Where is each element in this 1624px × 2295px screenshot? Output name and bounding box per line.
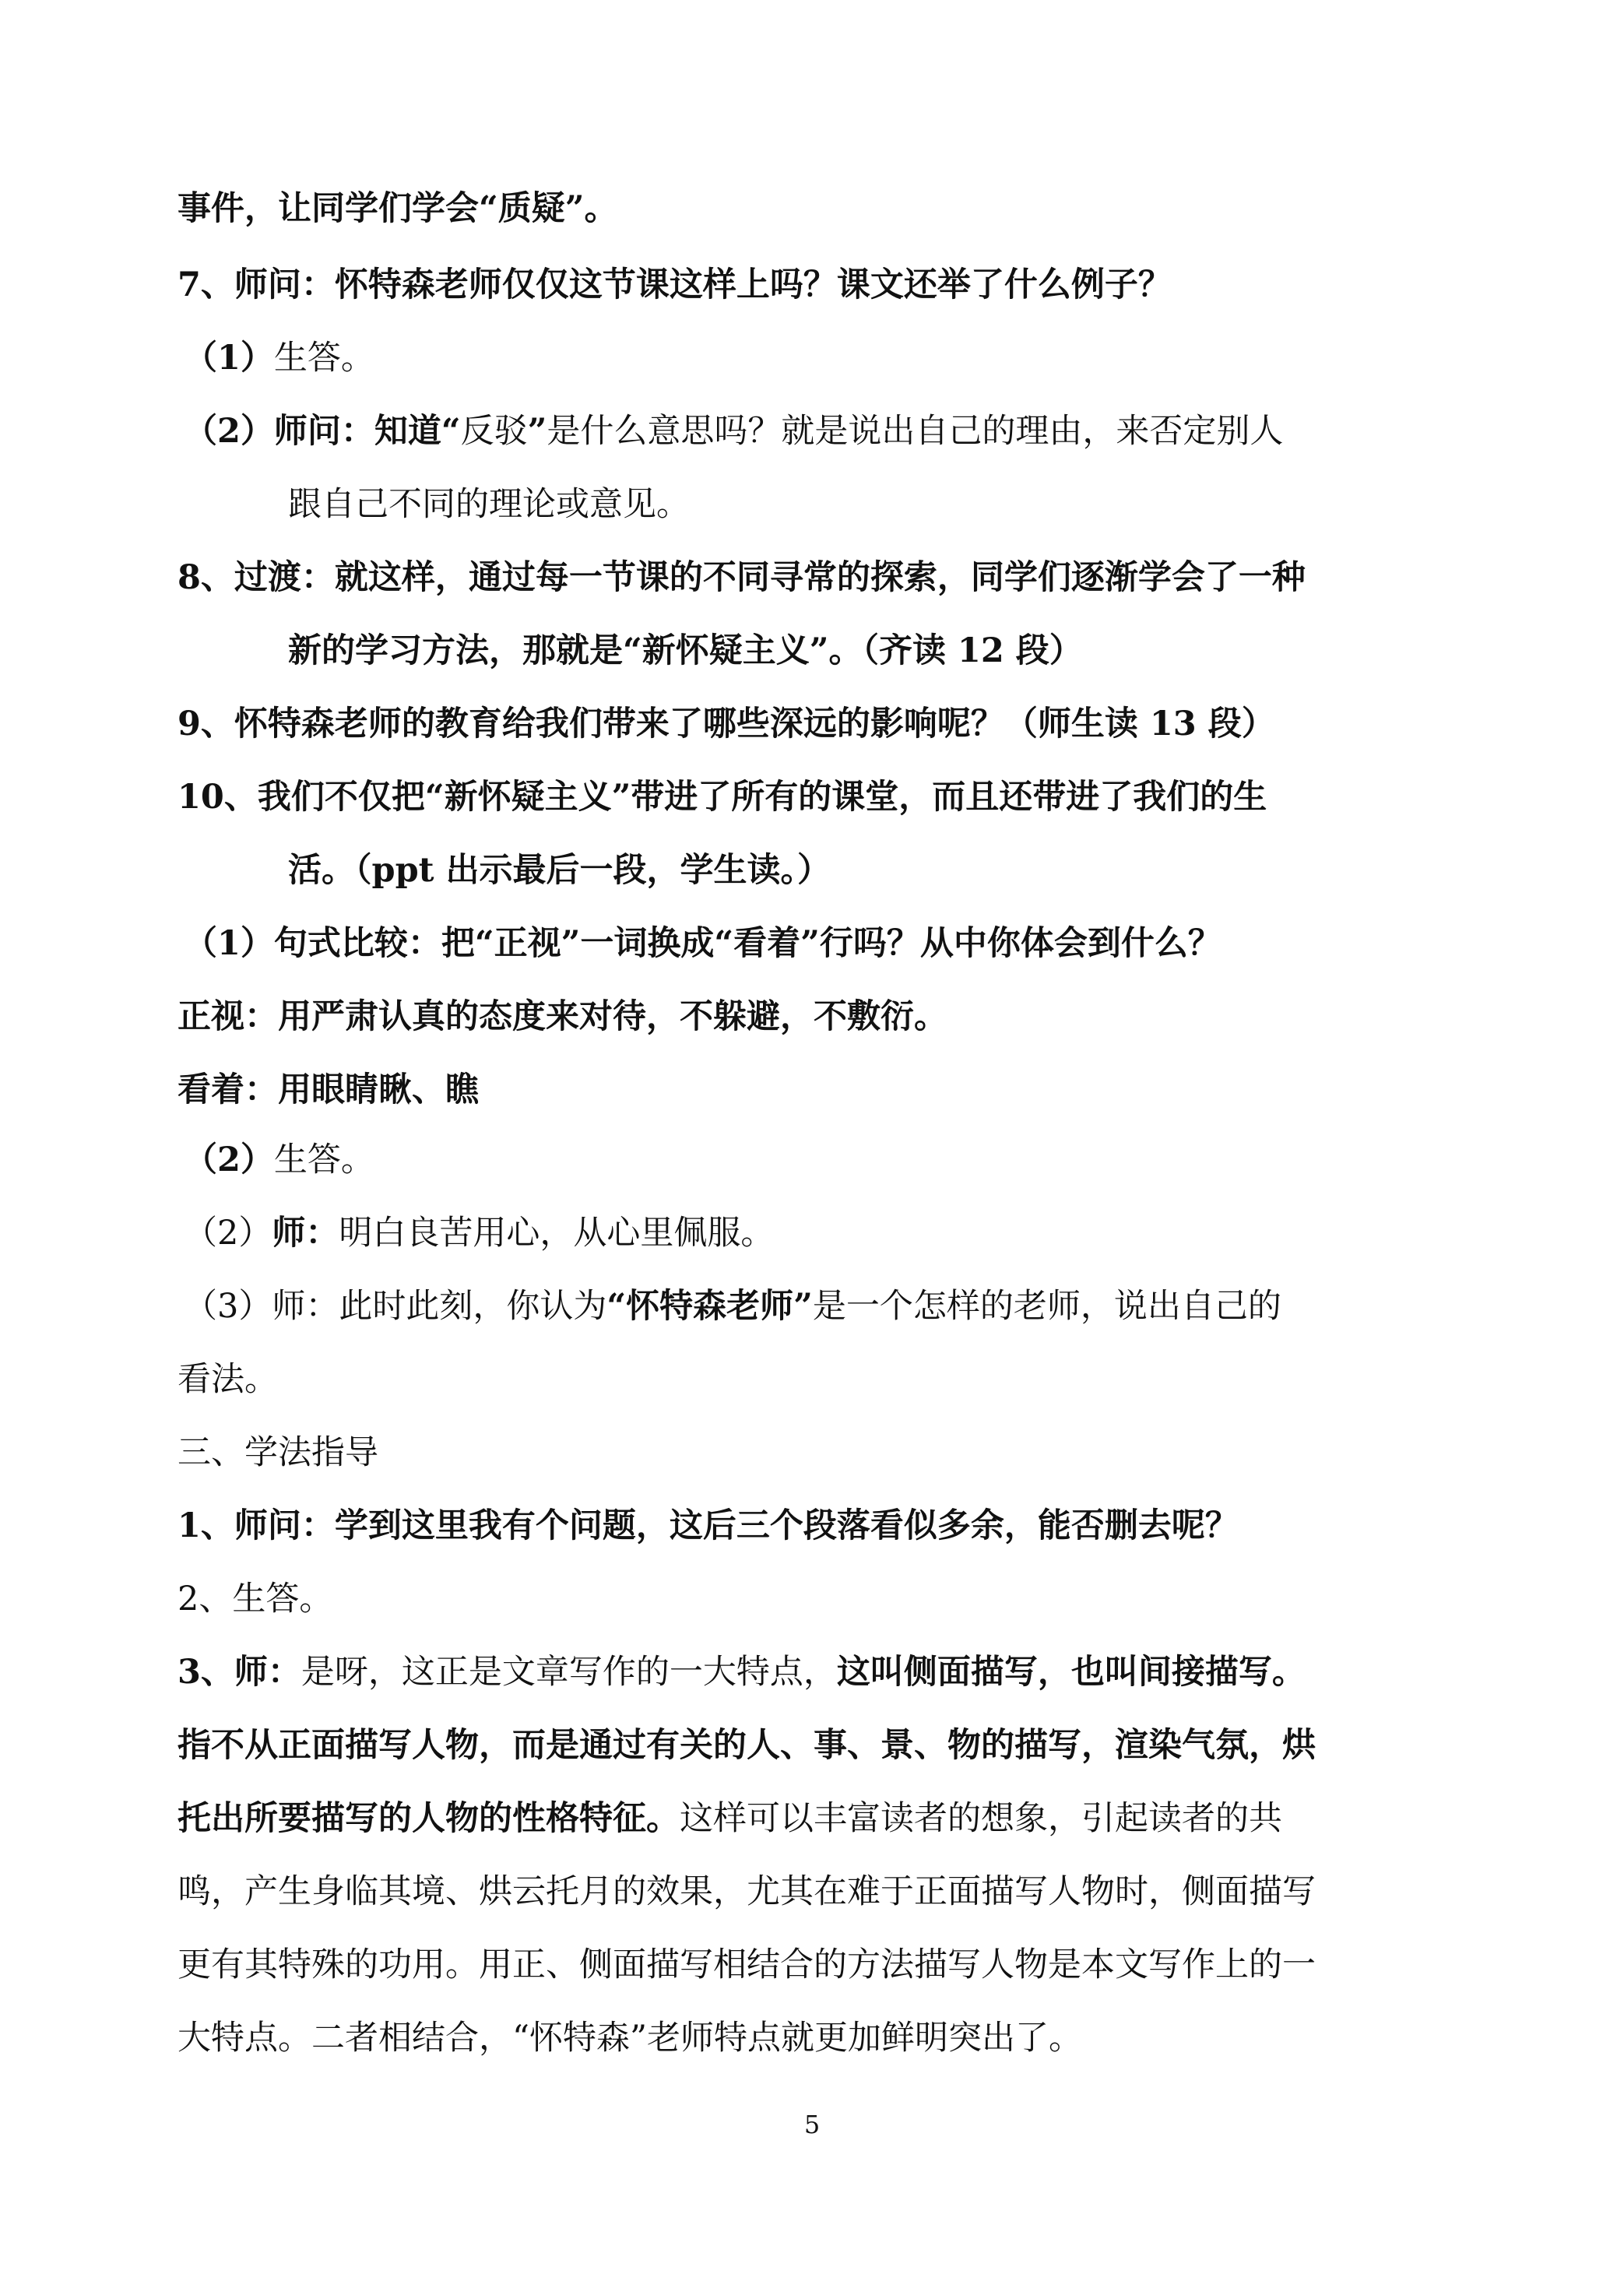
text-segment: 看法。 <box>178 1360 278 1399</box>
text-segment: ” <box>527 412 547 451</box>
text-segment: 是一个怎样的老师，说出自己的 <box>812 1287 1281 1326</box>
text-segment: 是呀，这正是文章写作的一大特点， <box>301 1653 837 1692</box>
text-line <box>178 263 1454 307</box>
text-segment: 三、学法指导 <box>178 1433 378 1472</box>
text-segment: 生答。 <box>273 1140 374 1179</box>
text-line <box>178 1943 1454 1987</box>
text-segment: 鸣，产生身临其境、烘云托月的效果，尤其在难于正面描写人物时，侧面描写 <box>178 1872 1316 1911</box>
text-line <box>288 849 1565 892</box>
text-line <box>184 336 1461 380</box>
text-line <box>178 1068 1454 1112</box>
text-segment: （2）师问：知道“ <box>184 412 461 451</box>
text-line <box>178 995 1454 1039</box>
text-segment: 2、生答。 <box>178 1580 333 1618</box>
text-line <box>178 1358 1454 1401</box>
text-line <box>288 483 1565 526</box>
text-segment: 更有其特殊的功用。用正、侧面描写相结合的方法描写人物是本文写作上的一 <box>178 1945 1316 1984</box>
text-line <box>178 187 1454 230</box>
text-line <box>288 629 1565 673</box>
text-line <box>184 1285 1461 1328</box>
text-segment: 10、我们不仅把“新怀疑主义”带进了所有的课堂，而且还带进了我们的生 <box>178 778 1267 817</box>
text-line <box>184 409 1461 453</box>
text-line <box>178 556 1454 599</box>
text-segment: 是什么意思吗？就是说出自己的理由，来否定别人 <box>547 412 1284 451</box>
text-segment: （2） <box>184 1140 274 1179</box>
text-segment: 9、怀特森老师的教育给我们带来了哪些深远的影响呢？（师生读 13 段） <box>178 705 1275 743</box>
text-segment: 这样可以丰富读者的想象，引起读者的共 <box>680 1799 1282 1838</box>
text-line <box>178 702 1454 746</box>
text-line <box>184 1211 1461 1255</box>
text-segment: 1、师问：学到这里我有个问题，这后三个段落看似多余，能否删去呢？ <box>178 1506 1239 1545</box>
text-line <box>178 1870 1454 1914</box>
text-segment: （2） <box>184 1214 272 1253</box>
text-line <box>184 1138 1461 1182</box>
text-segment: 明白良苦用心，从心里佩服。 <box>339 1214 775 1253</box>
text-segment: （3）师：此时此刻，你认为 <box>184 1287 607 1326</box>
text-segment: 跟自己不同的理论或意见。 <box>288 485 690 524</box>
text-line <box>178 1797 1454 1840</box>
page-number: 5 <box>803 2110 821 2139</box>
text-segment: （1）句式比较：把“正视”一词换成“看着”行吗？从中你体会到什么？ <box>184 924 1222 963</box>
text-segment: 7、师问：怀特森老师仅仅这节课这样上吗？课文还举了什么例子？ <box>178 265 1172 304</box>
text-line <box>178 2016 1454 2060</box>
text-line <box>184 922 1461 965</box>
text-segment: 指不从正面描写人物，而是通过有关的人、事、景、物的描写，渲染气氛，烘 <box>178 1726 1316 1765</box>
text-segment: 大特点。二者相结合，“怀特森”老师特点就更加鲜明突出了。 <box>178 2019 1082 2058</box>
text-segment: 这叫侧面描写，也叫间接描写。 <box>836 1653 1306 1692</box>
text-segment: 师： <box>272 1214 339 1253</box>
text-line <box>178 775 1454 819</box>
text-line <box>178 1504 1454 1548</box>
text-line <box>178 1577 1454 1621</box>
text-segment: 生答。 <box>273 339 374 378</box>
text-segment: （1） <box>184 339 274 378</box>
text-line <box>178 1650 1454 1694</box>
text-segment: 看着：用眼睛瞅、瞧 <box>178 1070 479 1109</box>
text-segment: 事件，让同学们学会“质疑”。 <box>178 189 618 228</box>
text-segment: 新的学习方法，那就是“新怀疑主义”。（齐读 12 段） <box>288 631 1083 670</box>
text-segment: 正视：用严肃认真的态度来对待，不躲避，不敷衍。 <box>178 997 947 1036</box>
text-line <box>178 1724 1454 1767</box>
text-segment: “怀特森老师” <box>606 1287 813 1326</box>
text-segment: 活。（ppt 出示最后一段，学生读。） <box>288 851 831 890</box>
section-heading <box>178 1431 1454 1474</box>
text-segment: 托出所要描写的人物的性格特征。 <box>178 1799 680 1838</box>
text-segment: 8、过渡：就这样，通过每一节课的不同寻常的探索，同学们逐渐学会了一种 <box>178 558 1306 597</box>
text-segment: 3、师： <box>178 1653 301 1692</box>
text-segment: 反驳 <box>460 412 528 451</box>
